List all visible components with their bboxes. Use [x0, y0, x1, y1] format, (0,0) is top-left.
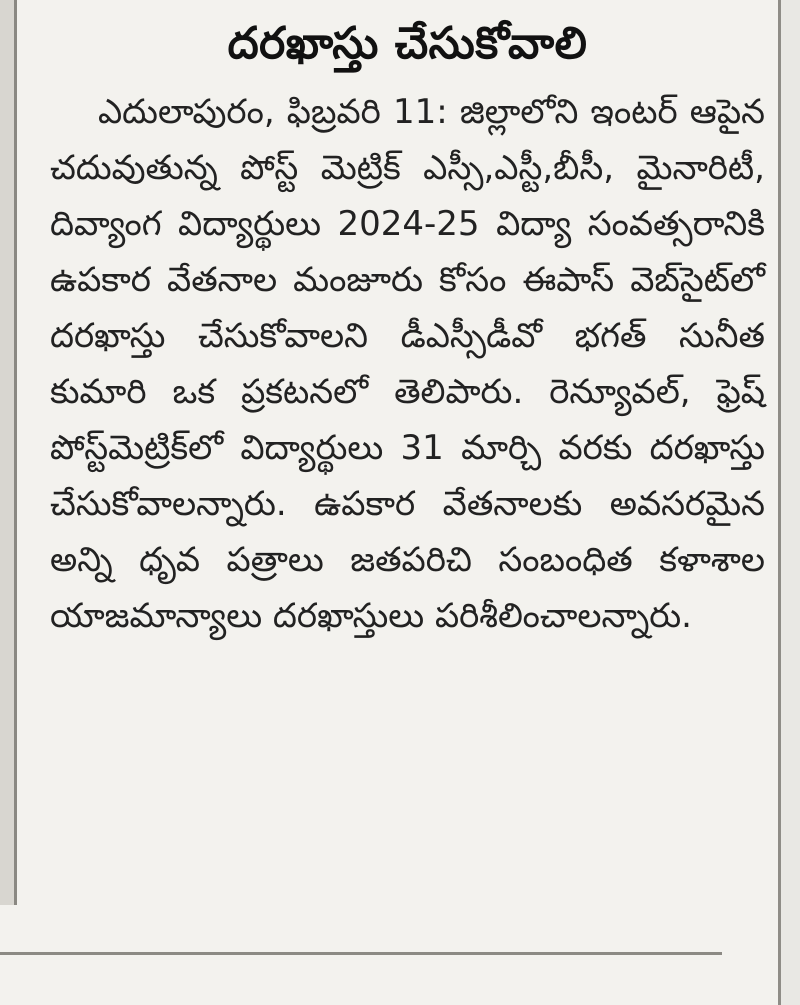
article-body: ఎదులాపురం, ఫిబ్రవరి 11: జిల్లాలోని ఇంటర్ ఆపైన చదువుతున్న పోస్ట్ మెట్రిక్ ఎస్సీ,ఎస్టీ,బీసీ, మైనారిటీ, దివ్యాంగ విద్యార్థులు 2024-25 విద్యా సంవత్సరానికి ఉపకార వేతనాల మంజూరు కోసం ఈపాస్ వెబ్‌సైట్‌లో దరఖాస్తు చేసుకోవాలని డీఎస్సీడీవో భగత్ సునీత కుమారి ఒక ప్రకటనలో తెలిపారు. రెన్యూవల్, ఫ్రెష్ పోస్ట్‌మెట్రిక్‌లో విద్యార్థులు 31 మార్చి వరకు దరఖాస్తు చేసుకోవాలన్నారు. ఉపకార వేతనాలకు అవసరమైన అన్ని ధృవ పత్రాలు జతపరిచి సంబంధిత కళాశాల యాజమాన్యాలు దరఖాస్తులు పరిశీలించాలన్నారు.	[50, 92, 765, 636]
bottom-divider	[0, 952, 722, 955]
page-edge-left	[0, 0, 17, 905]
news-article	[50, 10, 765, 890]
page-edge-right	[778, 0, 800, 1005]
article-headline: దరఖాస్తు చేసుకోవాలి	[227, 18, 588, 69]
